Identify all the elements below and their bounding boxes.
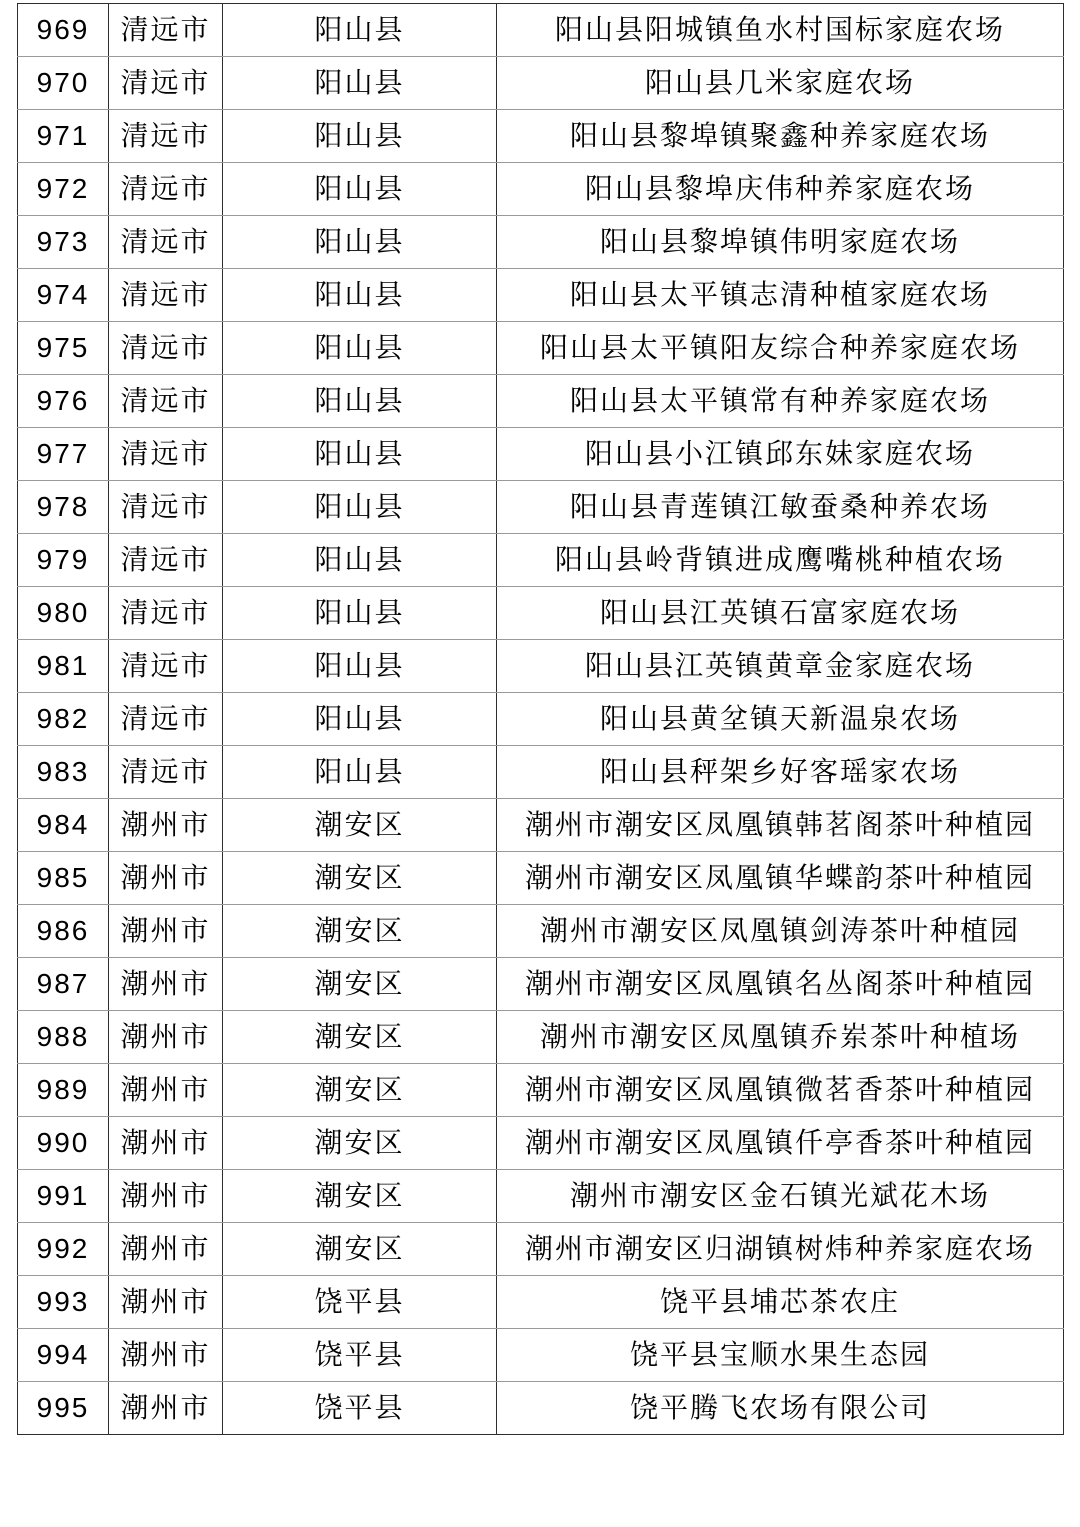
table-row (18, 1011, 1064, 1064)
county-cell: 潮安区 (223, 1064, 497, 1117)
table-row (18, 1223, 1064, 1276)
row-number-cell: 982 (18, 693, 109, 746)
county-cell: 潮安区 (223, 1223, 497, 1276)
farm-name-cell: 阳山县黄坌镇天新温泉农场 (497, 693, 1064, 746)
city-cell: 潮州市 (109, 1223, 223, 1276)
farm-name-cell: 阳山县太平镇志清种植家庭农场 (497, 269, 1064, 322)
county-cell: 阳山县 (223, 640, 497, 693)
table-row (18, 4, 1064, 57)
row-number-cell: 991 (18, 1170, 109, 1223)
table-row (18, 746, 1064, 799)
county-cell: 阳山县 (223, 481, 497, 534)
row-number-cell: 994 (18, 1329, 109, 1382)
farm-name-cell: 阳山县几米家庭农场 (497, 57, 1064, 110)
county-cell: 阳山县 (223, 57, 497, 110)
city-cell: 潮州市 (109, 799, 223, 852)
table-row (18, 375, 1064, 428)
city-cell: 清远市 (109, 216, 223, 269)
county-cell: 饶平县 (223, 1329, 497, 1382)
farm-name-cell: 阳山县江英镇石富家庭农场 (497, 587, 1064, 640)
city-cell: 潮州市 (109, 1329, 223, 1382)
farm-name-cell: 潮州市潮安区凤凰镇乔岽茶叶种植场 (497, 1011, 1064, 1064)
farm-name-cell: 阳山县岭背镇进成鹰嘴桃种植农场 (497, 534, 1064, 587)
table-row (18, 958, 1064, 1011)
city-cell: 潮州市 (109, 1276, 223, 1329)
county-cell: 潮安区 (223, 852, 497, 905)
farm-name-cell: 饶平县埔芯茶农庄 (497, 1276, 1064, 1329)
table-row (18, 269, 1064, 322)
city-cell: 清远市 (109, 269, 223, 322)
city-cell: 清远市 (109, 322, 223, 375)
table-row (18, 322, 1064, 375)
county-cell: 潮安区 (223, 799, 497, 852)
row-number-cell: 985 (18, 852, 109, 905)
farm-name-cell: 潮州市潮安区凤凰镇名丛阁茶叶种植园 (497, 958, 1064, 1011)
table-row (18, 1117, 1064, 1170)
row-number-cell: 973 (18, 216, 109, 269)
farm-name-cell: 潮州市潮安区凤凰镇华蝶韵茶叶种植园 (497, 852, 1064, 905)
row-number-cell: 992 (18, 1223, 109, 1276)
table-row (18, 57, 1064, 110)
table-row (18, 905, 1064, 958)
farm-name-cell: 阳山县太平镇阳友综合种养家庭农场 (497, 322, 1064, 375)
row-number-cell: 988 (18, 1011, 109, 1064)
row-number-cell: 970 (18, 57, 109, 110)
county-cell: 饶平县 (223, 1276, 497, 1329)
farm-name-cell: 饶平腾飞农场有限公司 (497, 1382, 1064, 1435)
county-cell: 潮安区 (223, 1170, 497, 1223)
city-cell: 清远市 (109, 57, 223, 110)
farm-name-cell: 阳山县太平镇常有种养家庭农场 (497, 375, 1064, 428)
row-number-cell: 980 (18, 587, 109, 640)
farm-name-cell: 阳山县黎埠镇聚鑫种养家庭农场 (497, 110, 1064, 163)
farm-name-cell: 阳山县秤架乡好客瑶家农场 (497, 746, 1064, 799)
city-cell: 潮州市 (109, 958, 223, 1011)
farm-name-cell: 阳山县江英镇黄章金家庭农场 (497, 640, 1064, 693)
table-row (18, 1329, 1064, 1382)
city-cell: 清远市 (109, 428, 223, 481)
row-number-cell: 971 (18, 110, 109, 163)
table-row (18, 587, 1064, 640)
county-cell: 阳山县 (223, 4, 497, 57)
farm-name-cell: 阳山县青莲镇江敏蚕桑种养农场 (497, 481, 1064, 534)
county-cell: 阳山县 (223, 110, 497, 163)
city-cell: 潮州市 (109, 852, 223, 905)
county-cell: 阳山县 (223, 428, 497, 481)
table-row (18, 693, 1064, 746)
city-cell: 清远市 (109, 163, 223, 216)
farm-name-cell: 潮州市潮安区金石镇光斌花木场 (497, 1170, 1064, 1223)
row-number-cell: 987 (18, 958, 109, 1011)
county-cell: 阳山县 (223, 587, 497, 640)
table-row (18, 163, 1064, 216)
county-cell: 阳山县 (223, 216, 497, 269)
row-number-cell: 984 (18, 799, 109, 852)
farm-name-cell: 阳山县黎埠庆伟种养家庭农场 (497, 163, 1064, 216)
city-cell: 清远市 (109, 693, 223, 746)
city-cell: 清远市 (109, 481, 223, 534)
row-number-cell: 979 (18, 534, 109, 587)
farm-name-cell: 阳山县阳城镇鱼水村国标家庭农场 (497, 4, 1064, 57)
county-cell: 潮安区 (223, 958, 497, 1011)
table-row (18, 428, 1064, 481)
county-cell: 阳山县 (223, 322, 497, 375)
city-cell: 清远市 (109, 746, 223, 799)
table-row (18, 852, 1064, 905)
row-number-cell: 983 (18, 746, 109, 799)
row-number-cell: 995 (18, 1382, 109, 1435)
table-row (18, 640, 1064, 693)
row-number-cell: 969 (18, 4, 109, 57)
table-row (18, 1276, 1064, 1329)
row-number-cell: 976 (18, 375, 109, 428)
city-cell: 清远市 (109, 587, 223, 640)
county-cell: 阳山县 (223, 375, 497, 428)
county-cell: 阳山县 (223, 746, 497, 799)
county-cell: 阳山县 (223, 269, 497, 322)
table-row (18, 481, 1064, 534)
row-number-cell: 990 (18, 1117, 109, 1170)
city-cell: 清远市 (109, 640, 223, 693)
table-row (18, 110, 1064, 163)
city-cell: 潮州市 (109, 1064, 223, 1117)
county-cell: 阳山县 (223, 534, 497, 587)
city-cell: 清远市 (109, 110, 223, 163)
city-cell: 清远市 (109, 534, 223, 587)
row-number-cell: 975 (18, 322, 109, 375)
row-number-cell: 989 (18, 1064, 109, 1117)
city-cell: 潮州市 (109, 1170, 223, 1223)
farm-list-table (17, 3, 1064, 1435)
city-cell: 潮州市 (109, 1011, 223, 1064)
city-cell: 潮州市 (109, 1117, 223, 1170)
county-cell: 阳山县 (223, 693, 497, 746)
table-row (18, 1382, 1064, 1435)
row-number-cell: 993 (18, 1276, 109, 1329)
farm-name-cell: 潮州市潮安区凤凰镇剑涛茶叶种植园 (497, 905, 1064, 958)
row-number-cell: 977 (18, 428, 109, 481)
farm-name-cell: 潮州市潮安区凤凰镇仟亭香茶叶种植园 (497, 1117, 1064, 1170)
row-number-cell: 978 (18, 481, 109, 534)
city-cell: 潮州市 (109, 905, 223, 958)
table-row (18, 534, 1064, 587)
city-cell: 潮州市 (109, 1382, 223, 1435)
table-row (18, 216, 1064, 269)
table-row (18, 799, 1064, 852)
farm-name-cell: 潮州市潮安区凤凰镇微茗香茶叶种植园 (497, 1064, 1064, 1117)
farm-name-cell: 潮州市潮安区归湖镇树炜种养家庭农场 (497, 1223, 1064, 1276)
row-number-cell: 981 (18, 640, 109, 693)
city-cell: 清远市 (109, 4, 223, 57)
farm-name-cell: 饶平县宝顺水果生态园 (497, 1329, 1064, 1382)
farm-name-cell: 阳山县小江镇邱东妹家庭农场 (497, 428, 1064, 481)
county-cell: 潮安区 (223, 1011, 497, 1064)
county-cell: 潮安区 (223, 905, 497, 958)
row-number-cell: 974 (18, 269, 109, 322)
county-cell: 饶平县 (223, 1382, 497, 1435)
city-cell: 清远市 (109, 375, 223, 428)
row-number-cell: 986 (18, 905, 109, 958)
row-number-cell: 972 (18, 163, 109, 216)
county-cell: 潮安区 (223, 1117, 497, 1170)
farm-name-cell: 阳山县黎埠镇伟明家庭农场 (497, 216, 1064, 269)
farm-list-body (18, 4, 1064, 1435)
table-row (18, 1170, 1064, 1223)
table-row (18, 1064, 1064, 1117)
farm-name-cell: 潮州市潮安区凤凰镇韩茗阁茶叶种植园 (497, 799, 1064, 852)
county-cell: 阳山县 (223, 163, 497, 216)
